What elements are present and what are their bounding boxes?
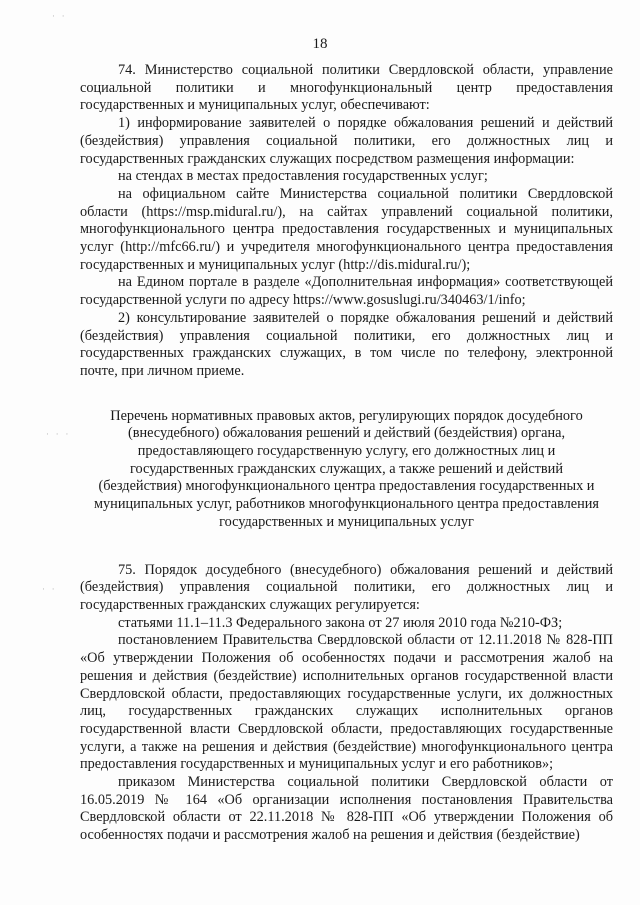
section-heading: Перечень нормативных правовых актов, регулирующих порядок досудебного (внесудебного) обжалования решений и действий (бездействия) органа, предоставляющего государственную услугу, его должностных лиц и государственных гражданских служащих, а также решений и действий (бездействия) многофункционального центра предоставления государственных и муниципальных услуг, работников многофункционального центра предоставления государственных и муниципальных услуг — [93, 407, 600, 530]
paragraph-ministry-order: приказом Министерства социальной политики Свердловской области от 16.05.2019 № 164 «Об организации исполнения постановления Правительства Свердловской области от 22.11.2018 № 828-ПП «Об утверждении Положения об особенностях подачи и рассмотрения жалоб на решения и действия (бездействие) — [80, 774, 613, 844]
page-number: 18 — [312, 36, 328, 52]
scan-artifact: · · — [42, 585, 57, 595]
scan-artifact: · · · — [46, 430, 71, 440]
paragraph-government-decree: постановлением Правительства Свердловской области от 12.11.2018 № 828-ПП «Об утверждении Положения об особенностях подачи и рассмотрения жалоб на решения и действия (бездействие) исполнительных органов государственной власти Свердловской области, предоставляющих государственные услуги, их должностных лиц, государственных гражданских служащих исполнительных органов государственной власти Свердловской области, предоставляющих государственные услуги, а также на решения и действия (бездействие) многофункционального центра предоставления государственных и муниципальных услуг и его работников»; — [80, 632, 613, 773]
paragraph-official-site: на официальном сайте Министерства социальной политики Свердловской области (https://msp.midural.ru/), на сайтах управлений социальной политики, многофункционального центра предоставления государственных и муниципальных услуг (http://mfc66.ru/) и учредителя многофункционального центра предоставления государственных и муниципальных услуг (http://dis.midural.ru/); — [80, 185, 613, 273]
paragraph-unified-portal: на Едином портале в разделе «Дополнительная информация» соответствующей государственной услуги по адресу https://www.gosuslugi.ru/340463/1/info; — [80, 274, 613, 309]
paragraph-74-item-2: 2) консультирование заявителей о порядке обжалования решений и действий (бездействия) управления социальной политики, его должностных лиц и государственных гражданских служащих, в том числе по телефону, электронной почте, при личном приеме. — [80, 309, 613, 379]
scan-artifact: · · — [52, 12, 67, 22]
document-body — [80, 62, 613, 845]
paragraph-federal-law: статьями 11.1–11.3 Федерального закона от 27 июля 2010 года №210-ФЗ; — [118, 614, 563, 631]
paragraph-74: 74. Министерство социальной политики Свердловской области, управление социальной политики и многофункциональный центр предоставления государственных и муниципальных услуг, обеспечивают: — [80, 62, 613, 114]
paragraph-74-item-1: 1) информирование заявителей о порядке обжалования решений и действий (бездействия) управления социальной политики, его должностных лиц и государственных гражданских служащих посредством размещения информации: — [80, 115, 613, 167]
paragraph-75: 75. Порядок досудебного (внесудебного) обжалования решений и действий (бездействия) управления социальной политики, его должностных лиц и государственных гражданских служащих регулируется: — [80, 561, 613, 613]
paragraph-stands: на стендах в местах предоставления государственных услуг; — [118, 168, 488, 185]
